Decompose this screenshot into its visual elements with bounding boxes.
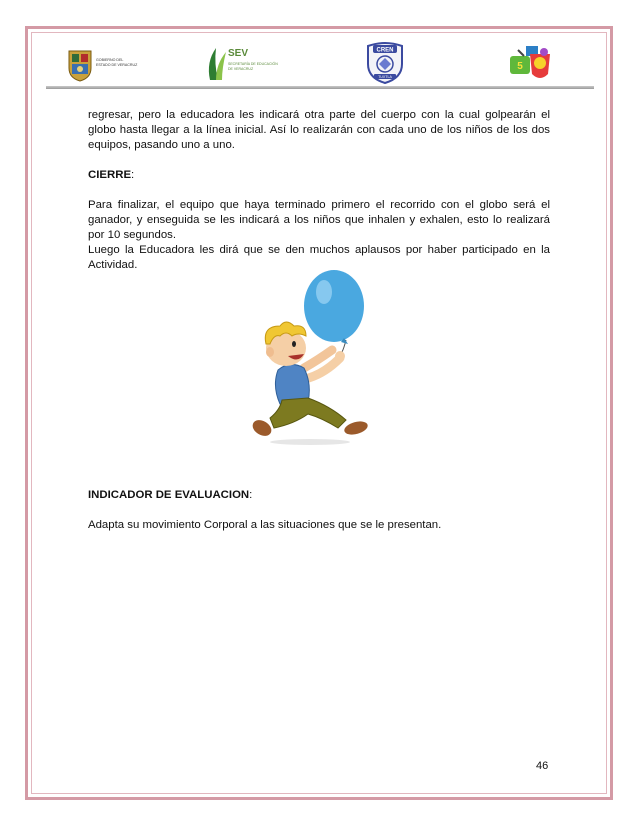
header-divider <box>46 86 594 89</box>
evaluation-section <box>88 488 550 533</box>
indicador-paragraph: Adapta su movimiento Corporal a las situaciones que se le presentan. <box>88 519 442 531</box>
indicador-heading: INDICADOR DE EVALUACION: <box>88 489 253 501</box>
logo-text-line-2: ESTADO DE VERACRUZ <box>96 63 138 67</box>
boy-with-balloon-illustration <box>246 268 374 446</box>
sev-subtitle-line-1: SECRETARÍA DE EDUCACIÓN <box>228 62 278 66</box>
sev-logo <box>204 44 284 84</box>
cren-top-text: CREN <box>376 47 394 54</box>
page-number: 46 <box>536 760 549 772</box>
cierre-heading: CIERRE: <box>88 169 135 181</box>
cren-shield-icon <box>364 40 406 84</box>
document-body <box>88 108 550 273</box>
svg-text:5: 5 <box>517 61 523 72</box>
cierre-heading-text: CIERRE <box>88 169 132 181</box>
veracruz-seal-icon <box>66 48 94 82</box>
paragraph-continuation: regresar, pero la educadora les indicará otra parte del cuerpo con la cual golpearán el globo hasta llegar a la línea inicial. Así lo realizarán con cada uno de los niños de los dos equipos, pasando uno a uno. <box>88 109 550 151</box>
cren-logo <box>364 40 406 84</box>
boy-balloon-icon <box>246 268 374 446</box>
school-logo <box>508 44 552 84</box>
sev-subtitle-line-2: DE VERACRUZ <box>228 66 254 71</box>
logo-text-line-1: GOBIERNO DEL <box>96 58 124 62</box>
school-emblem-icon <box>508 44 552 84</box>
sev-leaf-icon <box>204 44 228 82</box>
veracruz-government-logo <box>66 48 156 84</box>
cierre-paragraph-1: Para finalizar, el equipo que haya terminado primero el recorrido con el globo será el ganador, y enseguida se les indicará a los niños que inhalen y exhalen, esto lo realizará por 10 segundos. <box>88 199 550 241</box>
sev-title: SEV <box>228 48 249 59</box>
indicador-heading-text: INDICADOR DE EVALUACION <box>88 489 250 501</box>
cierre-paragraph-2: Luego la Educadora les dirá que se den muchos aplausos por haber participado en la Actividad. <box>88 244 550 271</box>
cren-bottom-text: TUXTLA <box>378 75 392 79</box>
